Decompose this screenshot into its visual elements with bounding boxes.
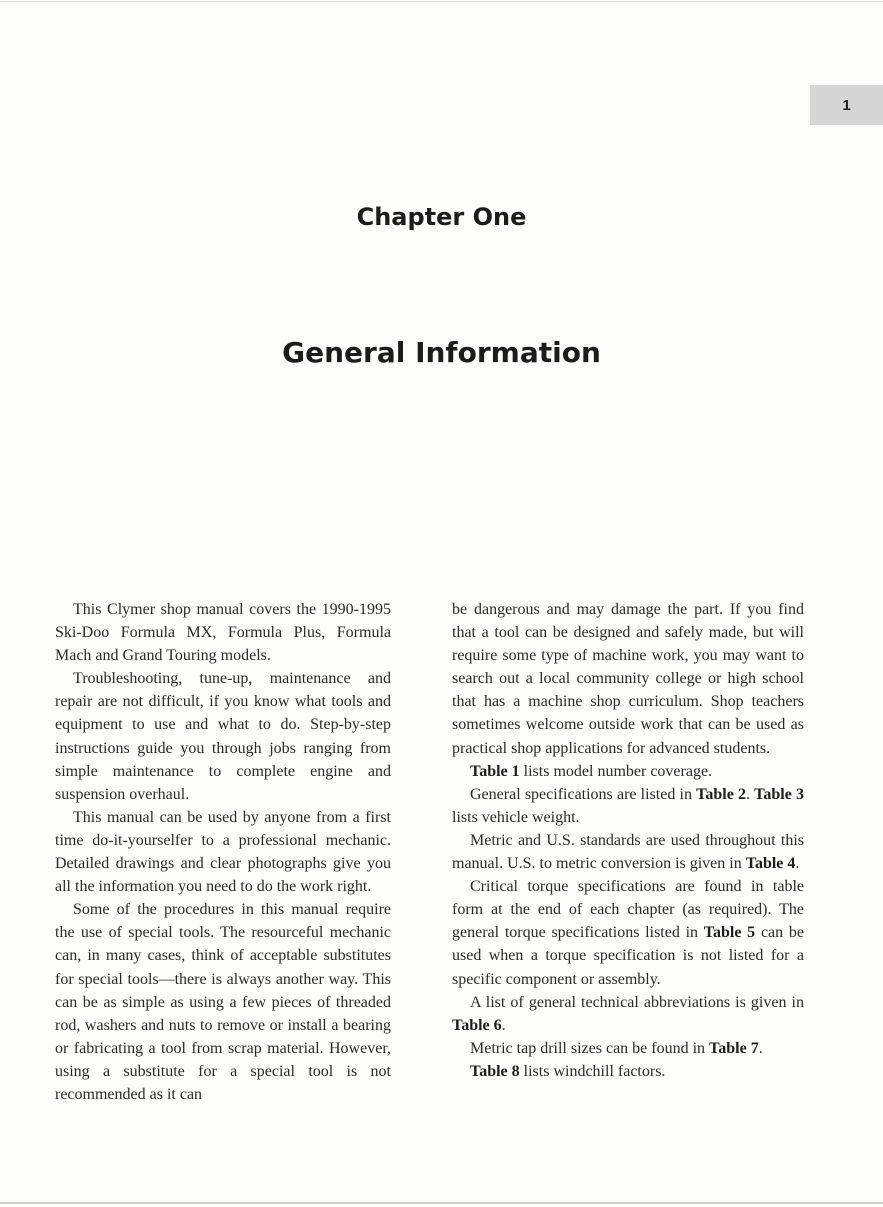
paragraph-special-tools-continued: be dangerous and may damage the part. If you find that a tool can be designed and safely made, but will require some type of machine work, you may want to search out a local community college or high school that has a machine shop curriculum. Shop teachers sometimes welcome outside work that can be used as practical shop applications for advanced students.	[452, 601, 804, 757]
table-3-ref: Table 3	[754, 785, 804, 803]
chapter-tab-number: 1	[842, 96, 851, 114]
table-6-text: A list of general technical abbreviations is given in	[470, 993, 804, 1011]
left-column	[55, 598, 391, 1106]
table-2-ref: Table 2	[696, 785, 746, 803]
table-8-text: lists windchill factors.	[519, 1062, 666, 1080]
table-5-text-a: Critical torque specifications are found in table form at the end of each chapter (as required). The general torque specifications listed in	[452, 878, 804, 942]
chapter-title: General Information	[282, 336, 601, 369]
chapter-tab	[810, 85, 883, 125]
table-6-ref: Table 6	[452, 1016, 502, 1034]
paragraph-table-5	[452, 875, 804, 990]
top-edge-line	[0, 1, 883, 2]
paragraph-special-tools: Some of the procedures in this manual require the use of special tools. The resourceful mechanic can, in many cases, think of acceptable substitutes for special tools—there is always another way. This can be as simple as using a few pieces of threaded rod, washers and nuts to remove or install a bearing or fabricating a tool from scrap material. However, using a substitute for a special tool is not recommended as it can	[55, 901, 391, 1103]
table-7-punct: .	[758, 1039, 763, 1057]
table-4-ref: Table 4	[745, 855, 796, 873]
paragraph-table-4	[452, 829, 804, 875]
table-2-text: General specifications are listed in	[470, 785, 697, 803]
paragraph-table-2-3	[452, 783, 804, 829]
table-6-punct: .	[501, 1016, 506, 1034]
paragraph-table-6	[452, 991, 804, 1037]
table-1-text: lists model number coverage.	[519, 762, 713, 780]
table-2-punct: .	[745, 785, 755, 803]
table-4-punct: .	[795, 855, 800, 873]
bottom-edge-line	[0, 1202, 883, 1204]
table-4-text: Metric and U.S. standards are used throughout this manual. U.S. to metric conversion is given in	[452, 831, 804, 873]
paragraph-table-1	[452, 760, 804, 783]
paragraph-coverage: This Clymer shop manual covers the 1990-1995 Ski-Doo Formula MX, Formula Plus, Formula Mach and Grand Touring models.	[55, 601, 391, 665]
table-7-text: Metric tap drill sizes can be found in	[470, 1039, 710, 1057]
chapter-heading: Chapter One	[356, 203, 527, 231]
paragraph-table-8	[452, 1060, 804, 1083]
paragraph-troubleshooting: Troubleshooting, tune-up, maintenance and repair are not difficult, if you know what tools and equipment to use and what to do. Step-by-step instructions guide you through jobs ranging from simple maintenance to complete engine and suspension overhaul.	[55, 670, 391, 803]
table-5-ref: Table 5	[703, 924, 756, 942]
table-7-ref: Table 7	[709, 1039, 759, 1057]
right-column	[452, 598, 804, 1083]
table-5-text-b: can be used when a torque specification is not listed for a specific component or assembly.	[452, 924, 804, 988]
table-3-text: lists vehicle weight.	[452, 808, 580, 826]
paragraph-table-7	[452, 1037, 804, 1060]
table-8-ref: Table 8	[470, 1062, 520, 1080]
paragraph-audience: This manual can be used by anyone from a first time do-it-yourselfer to a professional mechanic. Detailed drawings and clear photographs give you all the information you need to do the work right.	[55, 808, 391, 896]
table-1-ref: Table 1	[470, 762, 520, 780]
